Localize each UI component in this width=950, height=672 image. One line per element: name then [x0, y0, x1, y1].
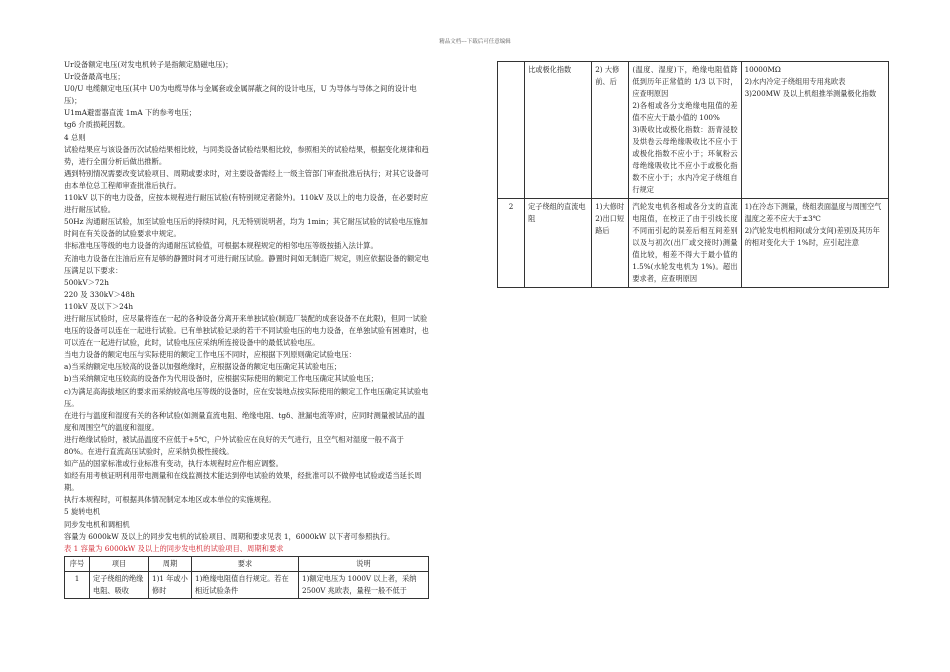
page-header: 精品文档---下载后可任意编辑: [439, 39, 511, 45]
table-row: [498, 62, 889, 199]
table-cell: 1)1 年或小修时: [149, 571, 192, 598]
paragraph: 如产品的国家标准或行业标准有变动，执行本规程时应作相应调整。: [64, 459, 283, 469]
header-cell: 要求: [192, 556, 299, 571]
paragraph: 同步发电机和调相机: [64, 519, 130, 529]
table-cell: 1)额定电压为 1000V 以上者，采纳 2500V 兆欧表，量程一般不低于: [299, 571, 429, 598]
paragraph: 非标准电压等级的电力设备的沟通耐压试验值，可根据本规程规定的相邻电压等级按插入法计算。: [64, 241, 378, 251]
paragraph: tgδ 介质损耗因数。: [64, 120, 130, 130]
paragraph: 进行耐压试验时，应尽量将连在一起的各种设备分离开来单独试验(制造厂装配的成套设备不在此限)，但同一试验电压的设备可以连在一起进行试验。已有单独试验记录的若干不同试验电压的电力设备，在单独试验有困难时，也可以连在一起进行试验，此时，试验电压应采纳所连接设备中的最低试验电压。: [64, 313, 429, 348]
table-row: [65, 571, 429, 598]
test-table: [64, 556, 429, 599]
paragraph: 在进行与温度和湿度有关的各种试验(如测量直流电阻、绝缘电阻、tgδ、泄漏电流等)时，应同时测量被试品的温度和周围空气的温度和湿度。: [64, 410, 425, 432]
paragraph: 进行绝缘试验时，被试品温度不应低于+5℃，户外试验应在良好的天气进行，且空气相对湿度一般不高于 80%。在进行直流高压试验时，应采纳负极性接线。: [64, 434, 404, 456]
row-note: 1)在冷态下测量，绕组表面温度与周围空气温度之差不应大于±3℃ 2)汽轮发电机相间(或分支间)差别及其历年的相对变化大于 1%时，应引起注意: [741, 199, 888, 288]
table-title: 表 1 容量为 6000kW 及以上的同步发电机的试验项目、周期和要求: [64, 543, 284, 553]
row-requirement: 汽轮发电机各相或各分支的直流电阻值，在校正了由于引线长度不同而引起的误差后相互间差别以及与初次(出厂或交接时)测量值比较，相差不得大于最小值的 1.5%(水轮发电机为 1%)。超出要求者，应查明原因: [629, 199, 741, 288]
header-cell: 项目: [90, 556, 149, 571]
row-number: [498, 62, 525, 199]
row-period: 2) 大修前、后: [592, 62, 629, 199]
table-cell: 定子绕组的绝缘电阻、吸收: [90, 571, 149, 598]
header-cell: 周期: [149, 556, 192, 571]
table-row: [498, 199, 889, 288]
paragraph: U1mA避雷器直流 1mA 下的参考电压；: [64, 108, 197, 118]
row-period: 1)大修时 2)出口短路后: [592, 199, 629, 288]
table-cell: 1: [65, 571, 90, 598]
row-item: 比或极化指数: [525, 62, 592, 199]
row-note: 10000MΩ 2)水内冷定子绕组用专用兆欧表 3)200MW 及以上机组推举测量极化指数: [741, 62, 888, 199]
row-number: 2: [498, 199, 525, 288]
left-column: [64, 59, 429, 599]
paragraph: 220 及 330kV＞48h: [64, 289, 135, 299]
header-cell: 说明: [299, 556, 429, 571]
paragraph: 容量为 6000kW 及以上的同步发电机的试验项目、周期和要求见表 1，6000kW 以下者可参照执行。: [64, 531, 395, 541]
paragraph: Ur设备最高电压；: [64, 72, 125, 82]
paragraph: 当电力设备的额定电压与实际使用的额定工作电压不同时，应根据下列原则确定试验电压：: [64, 350, 356, 360]
paragraph: 4 总则: [64, 132, 86, 142]
paragraph: 试验结果应与该设备历次试验结果相比较，与同类设备试验结果相比较，参照相关的试验结果，根据变化规律和趋势，进行全面分析后做出推断。: [64, 144, 429, 166]
paragraph: 110kV 及以下＞24h: [64, 301, 134, 311]
paragraph: 500kV＞72h: [64, 277, 109, 287]
table-cell: 1)绝缘电阻值自行规定。若在相近试验条件: [192, 571, 299, 598]
paragraph: 遇到特别情况需要改变试验项目、周期或要求时，对主要设备需经上一级主管部门审查批准后执行；对其它设备可由本单位总工程师审查批准后执行。: [64, 168, 429, 190]
header-cell: 序号: [65, 556, 90, 571]
paragraph: 110kV 以下的电力设备，应按本规程进行耐压试验(有特别规定者除外)。110kV 及以上的电力设备，在必要时应进行耐压试验。: [64, 193, 429, 215]
paragraph: 执行本规程时，可根据具体情况制定本地区或本单位的实施规程。: [64, 495, 276, 505]
paragraph: Ur设备额定电压(对发电机转子是指额定励磁电压)；: [64, 60, 233, 69]
paragraph: U0/U 电缆额定电压(其中 U0为电缆导体与金属套或金属屏蔽之间的设计电压，U 为导体与导体之间的设计电压)；: [64, 84, 417, 106]
paragraph: 50Hz 沟通耐压试验，加至试验电压后的持续时间，凡无特别说明者，均为 1min；其它耐压试验的试验电压施加时间在有关设备的试验要求中规定。: [64, 217, 428, 239]
body-text: [64, 59, 429, 543]
paragraph: a)当采纳额定电压较高的设备以加强绝缘时，应根据设备的额定电压确定其试验电压；: [64, 362, 342, 372]
row-item: 定子绕组的直流电阻: [525, 199, 592, 288]
paragraph: 如经有用考核证明利用带电测量和在线监测技术能达到停电试验的效果，经批准可以不做停电试验或适当延长周期。: [64, 471, 422, 493]
paragraph: 充油电力设备在注油后应有足够的静置时间才可进行耐压试验。静置时间如无制造厂规定，则应依据设备的额定电压满足以下要求：: [64, 253, 429, 275]
table-header-row: [65, 556, 429, 571]
row-requirement: (温度、湿度)下，绝缘电阻值降低到历年正常值的 1/3 以下时，应查明原因 2)各相或各分支绝缘电阻值的差值不应大于最小值的 100% 3)吸收比或极化指数：沥青浸胶及烘卷云母绝缘吸收比不应小于或极化指数不应小于；环氧粉云母绝缘吸收比不应小于或极化指数不应小于；水内冷定子绕组自行规定: [629, 62, 741, 199]
paragraph: 5 旋转电机: [64, 507, 101, 517]
continued-table: [497, 61, 889, 288]
paragraph: c)为满足高海拔地区的要求而采纳较高电压等级的设备时，应在安装地点按实际使用的额定工作电压确定其试验电压。: [64, 386, 429, 408]
paragraph: b)当采纳额定电压较高的设备作为代用设备时，应根据实际使用的额定工作电压确定其试验电压；: [64, 374, 378, 384]
